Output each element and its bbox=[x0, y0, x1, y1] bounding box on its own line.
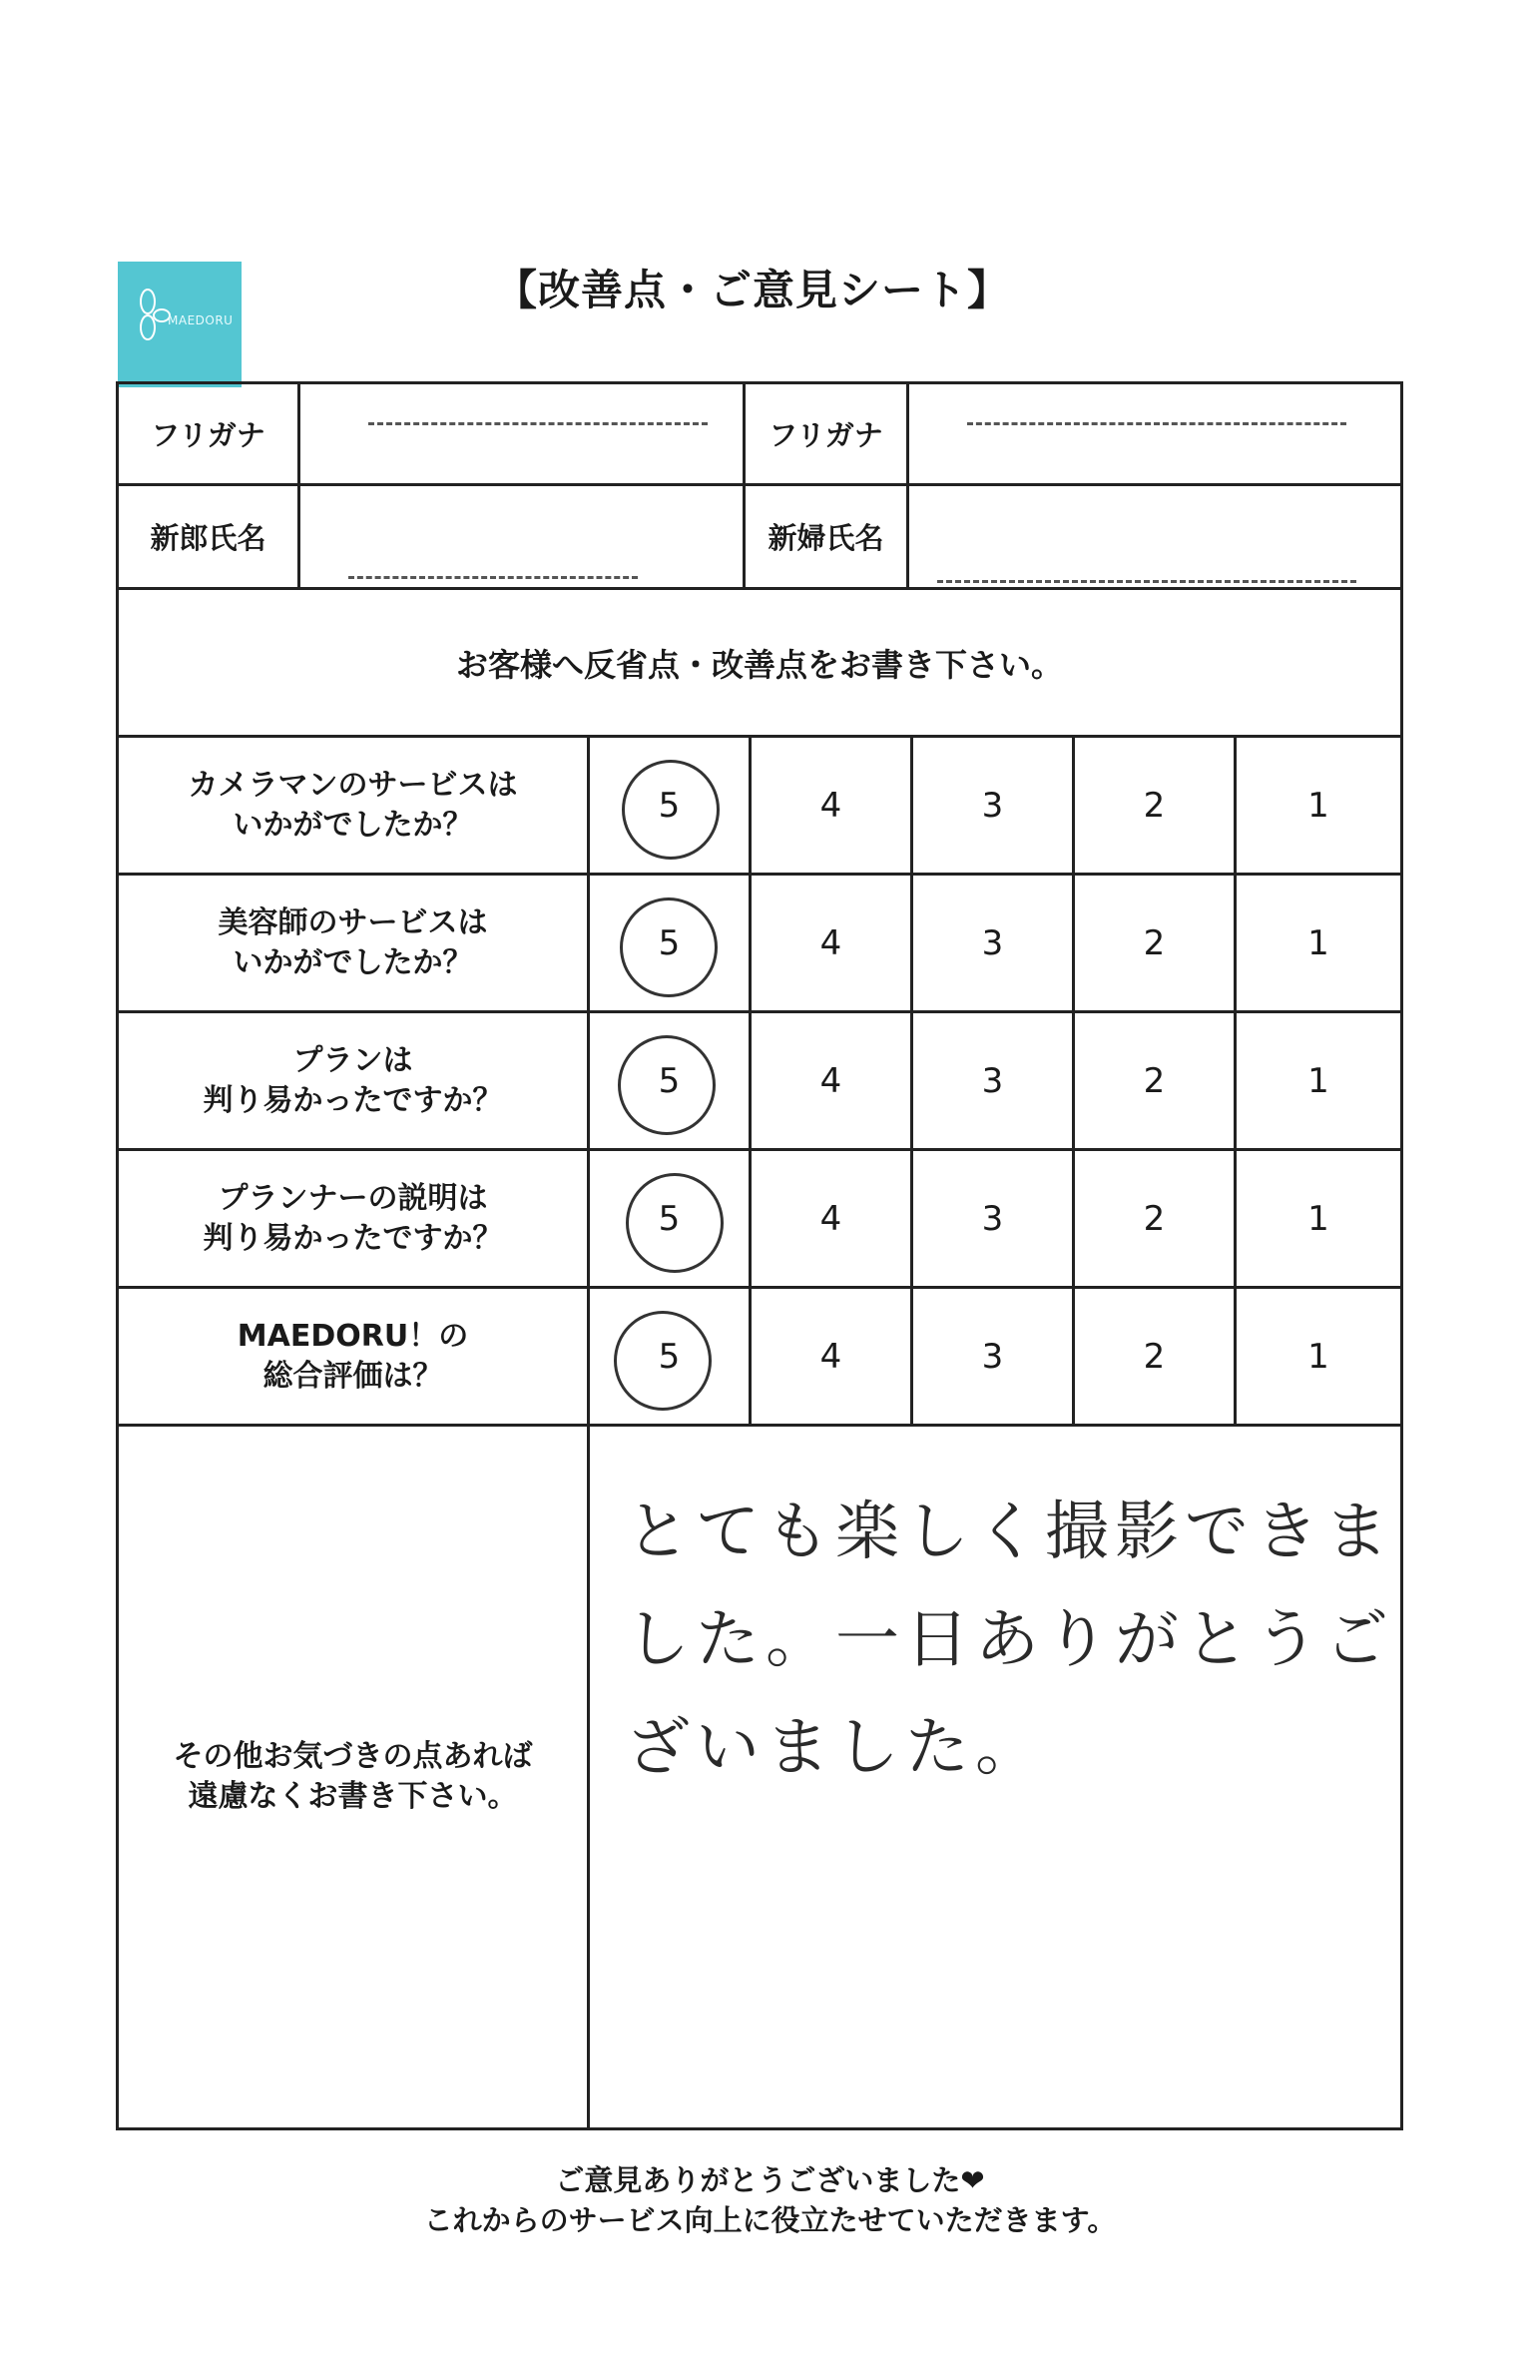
groom-furigana-label: フリガナ bbox=[119, 384, 300, 486]
selected-circle bbox=[626, 1173, 724, 1273]
bride-name-label: 新婦氏名 bbox=[746, 486, 909, 590]
bride-furigana-label: フリガナ bbox=[746, 384, 909, 486]
footer-thanks: ご意見ありがとうございました❤ bbox=[555, 2163, 985, 2197]
redacted-text bbox=[368, 422, 708, 425]
score-option[interactable]: 4 bbox=[752, 876, 913, 1013]
score-option[interactable]: 4 bbox=[752, 1289, 913, 1427]
comments-prompt: その他お気づきの点あれば 遠慮なくお書き下さい。 bbox=[119, 1427, 590, 2127]
maedoru-logo bbox=[118, 262, 242, 387]
score-option[interactable]: 1 bbox=[1237, 1151, 1400, 1289]
groom-name-field bbox=[300, 486, 746, 590]
selected-circle bbox=[622, 760, 720, 860]
score-option[interactable]: 2 bbox=[1075, 738, 1237, 876]
score-option[interactable]: 5 bbox=[590, 738, 752, 876]
score-option[interactable]: 4 bbox=[752, 1151, 913, 1289]
score-option[interactable]: 5 bbox=[590, 1013, 752, 1151]
score-option[interactable]: 2 bbox=[1075, 1151, 1237, 1289]
score-option[interactable]: 1 bbox=[1237, 1013, 1400, 1151]
score-option[interactable]: 1 bbox=[1237, 1289, 1400, 1427]
score-option[interactable]: 2 bbox=[1075, 1013, 1237, 1151]
redacted-text bbox=[937, 580, 1356, 583]
bride-name-field bbox=[909, 486, 1400, 590]
handwritten-comment: とても楽しく撮影できま した。一日ありがとうご ざいました。 bbox=[626, 1495, 1394, 1785]
sheet-title: 【改善点・ご意見シート】 bbox=[495, 266, 1011, 314]
score-option[interactable]: 1 bbox=[1237, 738, 1400, 876]
score-option[interactable]: 5 bbox=[590, 1289, 752, 1427]
footer-note: これからのサービス向上に役立たせていただきます。 bbox=[423, 2203, 1117, 2237]
score-option[interactable]: 4 bbox=[752, 738, 913, 876]
score-option[interactable]: 3 bbox=[913, 1013, 1075, 1151]
question-label: カメラマンのサービスは いかがでしたか？ bbox=[119, 738, 590, 876]
question-label: MAEDORU！の 総合評価は？ bbox=[119, 1289, 590, 1427]
question-label: プランナーの説明は 判り易かったですか？ bbox=[119, 1151, 590, 1289]
question-label: 美容師のサービスは いかがでしたか？ bbox=[119, 876, 590, 1013]
logo-text: MAEDORU bbox=[168, 313, 234, 327]
score-option[interactable]: 5 bbox=[590, 1151, 752, 1289]
selected-circle bbox=[614, 1311, 712, 1411]
score-option[interactable]: 3 bbox=[913, 738, 1075, 876]
selected-circle bbox=[618, 1035, 716, 1135]
score-option[interactable]: 2 bbox=[1075, 876, 1237, 1013]
score-option[interactable]: 5 bbox=[590, 876, 752, 1013]
survey-form bbox=[116, 381, 1403, 2130]
selected-circle bbox=[620, 897, 718, 997]
score-option[interactable]: 2 bbox=[1075, 1289, 1237, 1427]
groom-furigana-field bbox=[300, 384, 746, 486]
question-label: プランは 判り易かったですか？ bbox=[119, 1013, 590, 1151]
score-option[interactable]: 3 bbox=[913, 876, 1075, 1013]
groom-name-label: 新郎氏名 bbox=[119, 486, 300, 590]
bride-furigana-field bbox=[909, 384, 1400, 486]
redacted-text bbox=[348, 576, 638, 579]
instruction-row: お客様へ反省点・改善点をお書き下さい。 bbox=[119, 590, 1400, 738]
score-option[interactable]: 3 bbox=[913, 1289, 1075, 1427]
score-option[interactable]: 3 bbox=[913, 1151, 1075, 1289]
score-option[interactable]: 1 bbox=[1237, 876, 1400, 1013]
redacted-text bbox=[967, 422, 1346, 425]
score-option[interactable]: 4 bbox=[752, 1013, 913, 1151]
